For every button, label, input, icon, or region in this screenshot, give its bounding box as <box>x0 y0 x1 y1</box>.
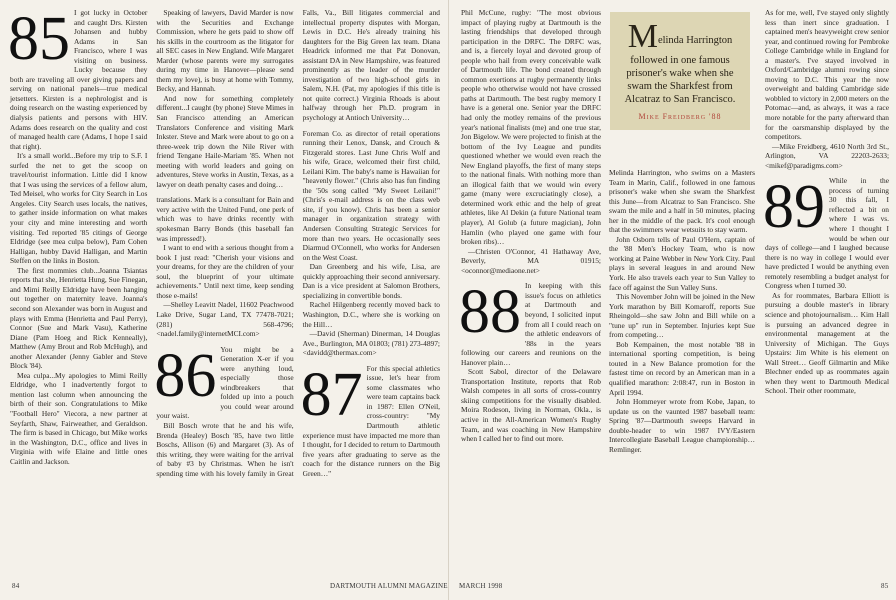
pull-quote-attribution: Mike Freidberg '88 <box>638 112 722 121</box>
paragraph: For this special athletics issue, let's hear from some classmates who were team captains back in 1987: Ellen O'Neil, cross-country: "My Dartmouth athletic experience must have impacted me more than I thought, for I decided to return to Dartmouth five years after graduating to serve as the coach for the distance runners on the Big Green…" <box>302 363 440 478</box>
column-class-87 <box>300 128 440 479</box>
left-page-text-columns <box>8 5 440 478</box>
paragraph: Bob Kempainen, the most notable '88 in international sporting competition, is being touted in a New Balance promotion for the fastest time on record by an American man in a qualified marathon: 2:08:47, run in Boston in April 1994. <box>609 339 755 397</box>
issue-date: MARCH 1998 <box>459 582 503 590</box>
paragraph: —David (Sherman) Dinerman, 14 Douglas Ave., Burlington, MA 01803; (781) 273-4897; <davidd@thermax.com> <box>302 329 440 358</box>
paragraph: Mea culpa...My apologies to Mimi Reilly Eldridge, who I inadvertently forgot to mention last column when announcing the birth of their son. Congratulations to Mike "Football Hero" Viecora, a new partner at Seyfarth, Shaw, Fairweather, and Geraldson. The firm is based in Chicago, but Mike works in the Washington, D.C., office and lives in Virginia with wife Elaine and little ones Caitlin and Jackson. <box>10 370 148 466</box>
pull-quote <box>610 12 750 130</box>
paragraph: Foreman Co. as director of retail operations running their Lenox, Dansk, and Crouch & Fitzgerald stores. Last June Chris Wolf and his wife, Grace, welcomed their first child, Leilani Kim. The baby's name is Hawaiian for "heavenly flower." (Chris also has fun finding the '50s song called "My Sweet Leilani!" (Chris's e-mail address is on the class web site, if you know). Chris has been a senior manager in organization strategy with Andersen Consulting Strategic Services for more than two years. He occasionally sees Diarmud O'Connell, who works for Andersen on the West Coast. <box>302 128 440 262</box>
paragraph: —Mike Freidberg, 4610 North 3rd St., Arlington, VA 22203-2633; <mikef@paradigms.com> <box>765 141 889 170</box>
class-number-89: 89 <box>763 173 825 242</box>
paragraph: It's a small world...Before my trip to S.F. I surfed the net to get the scoop on travel/tourist information. Little did I know that I was using the services of a fellow alum, Ted Meisel, who works for City Search in Los Angeles. City Search uses locals, the natives, to gather inside information on what makes your city and mine interesting and worth visiting. Ted reported '85 citings of George Eldridge (see mea culpa below), Pam Cohen Halligan, hubby David Halligan, and Martin Steffen on the links in Boston. <box>10 151 148 266</box>
column-class-88 <box>461 8 601 444</box>
paragraph: And now for something completely different...I caught (by phone) Steve Mimes in San Francisco attending an American Translators Conference and visiting Mark Inkster. Steve and Mark were about to go on a three-week trip down the Nile River with friend Tengane Haile-Mariam '85. When not meeting with world leaders and going on adventures, Steve works in Austin, Texas, as a lawyer on death penalty cases and doing… <box>156 93 294 189</box>
magazine-name: DARTMOUTH ALUMNI MAGAZINE <box>330 582 448 590</box>
paragraph: In keeping with this issue's focus on athletics at Dartmouth and beyond, I solicited input from all I could reach on the athletic endeavors of '88s in the years following our careers and reunions on the Hanover plain… <box>461 281 601 367</box>
pull-quote-initial: M <box>627 18 658 55</box>
class-number-87: 87 <box>300 360 363 429</box>
paragraph: —Christen O'Connor, 41 Hathaway Ave, Beverly, MA 01915; <oconnor@mediaone.net> <box>461 246 601 275</box>
class-number-86: 86 <box>154 341 217 410</box>
class-number-88: 88 <box>459 278 521 347</box>
paragraph: —Shelley Leavitt Nadel, 11602 Peachwood Lake Drive, Sugar Land, TX 77478-7021; (281) 568-4796; <nadel.family@internetMCI.com> <box>156 300 294 339</box>
paragraph: As for roommates, Barbara Elliott is pursuing a double master's in library science and photojournalism… Kim Hall is pursuing an advanced degree in environmental management at the University of Michigan. The Guys Upstairs: Jim White is his element on Wall Street… Geoff Gilmartin and Mike Blechner ended up as roommates again when they went to Dartmouth Medical School. Their other roommate, <box>765 290 889 396</box>
paragraph: Melinda Harrington, who swims on a Masters Team in Marin, Calif., followed in one famous prisoner's wake when she swam the Sharkfest this June—from Alcatraz to San Francisco. She swam the mile and a half in 50 minutes, placing her in the middle of the pack. It's cool enough that the swimmers wear wetsuits to stay warm. <box>609 168 755 235</box>
page-number: 84 <box>12 582 20 590</box>
column-class-88-continued <box>609 168 755 454</box>
paragraph: This November John will be joined in the New York marathon by Bill Komaroff, reports Sue Rheingold—she saw John and Bill while on a "tune up" run in September. Injuries kept Sue from competing… <box>609 292 755 340</box>
paragraph: Scott Sabol, director of the Delaware Transportation Institute, reports that Rob Walsh competes in all sorts of cross-country skiing competitions for the visually disabled. Moira Rodeson, living in Norman, Okla., is active in the All-American Women's Rugby Team, and was coaching in New Hampshire when I called her to find out more. <box>461 367 601 444</box>
paragraph: I got lucky in October and caught Drs. Kirsten Johansen and hubby Adams in San Francisco, where I was visiting on business. Lucky because they both are traveling all over giving papers and serving on national panels—true medical jetsetters. Kirsten is a nephrologist and is doing research on the wasting experienced by dialysis patients and persons with HIV. Adams does research on the quality and cost of managed health care (Adams, I hope I said that right). <box>10 8 148 151</box>
paragraph: Phil McCune, rugby: "The most obvious impact of playing rugby at Dartmouth is the lasting friendships that developed through participation in the DRFC. The DRFC was, and is, a fiercely loyal and devoted group of people who hail from every conceivable walk of Dartmouth life. The bond created through common exertions at rugby permanently links people who otherwise would not have crossed paths at Dartmouth. The best rugby memory I have is a general one. Senior year the DRFC had only the motley remains of the previous year's national finalists (me) and one true star, Jon Bigelow. We were projected to finish at the bottom of the Ivy League and pundits questioned whether we would even reach the New England playoffs, the first of many steps to the national finals. With nothing more than an illogical faith that we would win every game (many were excruciatingly close), a determined work ethic and the help of great athletes, like Al Dekin (a future National team player), Al Golub (a future magician), John Hamlin (who played one game with four broken ribs)… <box>461 8 601 247</box>
paragraph: While in the process of turning 30 this fall, I reflected a bit on where I was vs. where I thought I would be when our days of college—and I laughed because there is no way in college I would ever have predicted I would be anything even remotely resembling a budget analyst for Congress when I turned 30. <box>765 176 889 291</box>
column-class-89 <box>765 8 889 396</box>
paragraph: I want to end with a serious thought from a book I just read: "Cherish your visions and your dreams, for they are the children of your soul, the blueprint of your ultimate achievements." Until next time, keep sending those e-mails! <box>156 243 294 300</box>
paragraph: As for me, well, I've stayed only slightly less than inert since graduation. I captained men's heavyweight crew senior year, and continued rowing for Pembroke College Cambridge while in England for a master's. I've stayed involved in Oxford/Cambridge alumni rowing since moving to D.C. This year the now overweight and balding Cambridge side wobbled to victory in 2,000 meters on the Potomac—and, as always, it was a race more notable for the party afterward than for the oarsmanship displayed by the competitors. <box>765 8 889 142</box>
paragraph: John Osborn tells of Paul O'Hern, captain of the '88 Men's Hockey Team, who is now working at Paine Webber in New York City. Paul plays in several leagues in and around New York. He also travels each year to Sun Valley to face off against the Sun Valley Suns. <box>609 234 755 292</box>
class-number-85: 85 <box>8 5 70 73</box>
paragraph: Rachel Hilgenberg recently moved back to Washington, D.C., where she is working on the Hill… <box>302 300 440 329</box>
paragraph: Bill Bosch wrote that he and his wife, Brenda (Healey) Bosch '85, have two little Boschs, Allison (6) and Margaret (3). As of this writing, they were waiting for the arrival of baby #3 by Christmas. When he isn't spending time with his lovely family in Great Falls, Va., Bill litigates commercial and intellectual property disputes with Morgan, Lewis in D.C. He's already training his daughters for the Big Green lax team. Diana Headrick informed me that Pat Donovan, assistant DA in New Hampshire, was featured prominently as the leader of the murder investigation of two high-school girls in Salem, N.H. (Pat, my apologies if this title is not quite correct.) Virginia Rhoads is about halfway through her Ph.D. program in psychology at Antioch University… <box>156 8 440 478</box>
paragraph: You might be a Generation X-er if you were anything loud, especially those windbreakers that folded up into a pouch you could wear around your waist. <box>156 344 294 421</box>
paragraph: John Hommeyer wrote from Kobe, Japan, to update us on the vaunted 1987 baseball team: Spring '87—Dartmouth sweeps Harvard in double-header to win 1987 IVY/Eastern Intercollegiate Baseball League championship… Remlinger. <box>609 397 755 454</box>
page-number: 85 <box>881 582 889 590</box>
paragraph: Speaking of lawyers, David Marder is now with the Securities and Exchange Commission, where he gets paid to show off his skills in the courtroom as the litigator for all SEC cases in New England. Wife Margaret Marder (whose parents were my surrogates during my time in Hanover—please send them my love), is busy at home with Tommy, Becky, and Hannah. <box>156 8 294 94</box>
paragraph: The first mommies club...Joanna Tsiantas reports that she, Henrietta Hung, Sue Finegan, and Mimi Reilly Eldridge have been hanging out together on maternity leave. Joanna's second son Alexander was born in August and plays with Emma (Henrietta and Paul Perry), Connor (Sue and Mark Vasu), Katherine Diane (Pam Hoeg and Rick Kenneally), Matthew (Amy Brout and Rob McHugh), and another Alexander (Jenny Gabler and Steve Block '84). <box>10 265 148 371</box>
pull-quote-text: elinda Harrington followed in one famous prisoner's wake when she swam the Sharkfest from Alcatraz to San Francisco. <box>624 35 736 105</box>
paragraph: Dan Greenberg and his wife, Lisa, are quickly approaching their second anniversary. Dan is a vice president at Salomon Brothers, specializing in convertible bonds. <box>302 262 440 300</box>
paragraph: translations. Mark is a consultant for Bain and very active with the United Fund, one perk of which was to have drinks recently with spokesman Barry Bonds (this baseball fan was impressed!). <box>156 195 294 243</box>
